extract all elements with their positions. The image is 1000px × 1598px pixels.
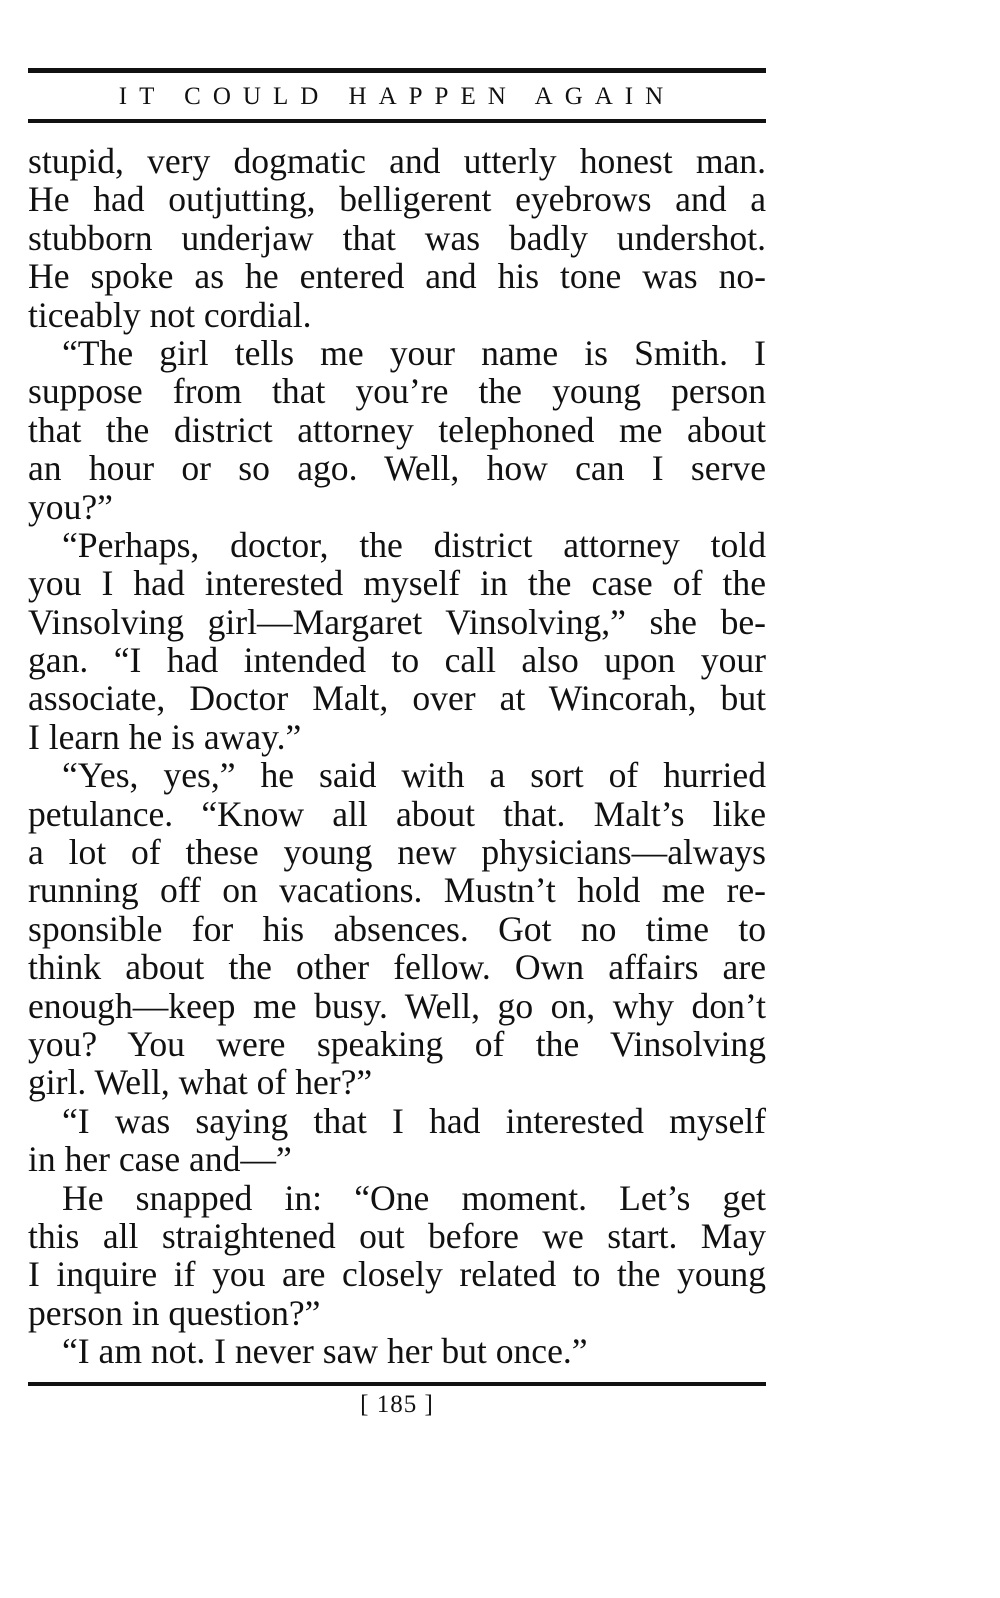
text-line: Vinsolving girl—Margaret Vinsolving,” she be- <box>28 601 766 642</box>
text-line: petulance. “Know all about that. Malt’s like <box>28 793 766 834</box>
text-line: He spoke as he entered and his tone was no- <box>28 256 766 297</box>
text-line: girl. Well, what of her?” <box>28 1062 373 1103</box>
text-line: that the district attorney telephoned me about <box>28 409 766 450</box>
body-text <box>28 142 766 1371</box>
top-rule <box>28 68 766 73</box>
text-line: “I was saying that I had interested myself <box>62 1100 766 1141</box>
text-line: stubborn underjaw that was badly undershot. <box>28 217 766 258</box>
page-number: [ 185 ] <box>360 1391 434 1418</box>
text-line: “I am not. I never saw her but once.” <box>62 1331 588 1372</box>
text-line: “Perhaps, doctor, the district attorney told <box>62 524 766 565</box>
text-line: associate, Doctor Malt, over at Wincorah, but <box>28 678 766 719</box>
text-line: suppose from that you’re the young person <box>28 371 766 412</box>
text-line: a lot of these young new physicians—always <box>28 832 766 873</box>
bottom-rule <box>28 1382 766 1386</box>
text-line: I inquire if you are closely related to the young <box>28 1254 766 1295</box>
text-line: I learn he is away.” <box>28 716 302 757</box>
text-line: He had outjutting, belligerent eyebrows and a <box>28 179 766 220</box>
header-rule <box>28 119 766 123</box>
text-line: sponsible for his absences. Got no time to <box>28 908 766 949</box>
text-line: running off on vacations. Mustn’t hold me re- <box>28 870 766 911</box>
text-line: you? You were speaking of the Vinsolving <box>28 1023 766 1064</box>
text-line: He snapped in: “One moment. Let’s get <box>62 1177 766 1218</box>
text-line: “The girl tells me your name is Smith. I <box>62 332 766 373</box>
text-line: think about the other fellow. Own affairs are <box>28 947 766 988</box>
text-line: gan. “I had intended to call also upon your <box>28 640 766 681</box>
running-head: IT COULD HAPPEN AGAIN <box>118 83 676 110</box>
text-line: stupid, very dogmatic and utterly honest man. <box>28 141 766 181</box>
text-line: you?” <box>28 486 113 527</box>
text-line: this all straightened out before we start. May <box>28 1215 766 1256</box>
text-line: “Yes, yes,” he said with a sort of hurried <box>62 755 766 796</box>
text-line: enough—keep me busy. Well, go on, why don’t <box>28 985 766 1026</box>
text-line: ticeably not cordial. <box>28 294 312 335</box>
text-line: in her case and—” <box>28 1139 292 1180</box>
text-line: you I had interested myself in the case of the <box>28 563 766 604</box>
text-line: person in question?” <box>28 1292 321 1333</box>
text-line: an hour or so ago. Well, how can I serve <box>28 448 766 489</box>
